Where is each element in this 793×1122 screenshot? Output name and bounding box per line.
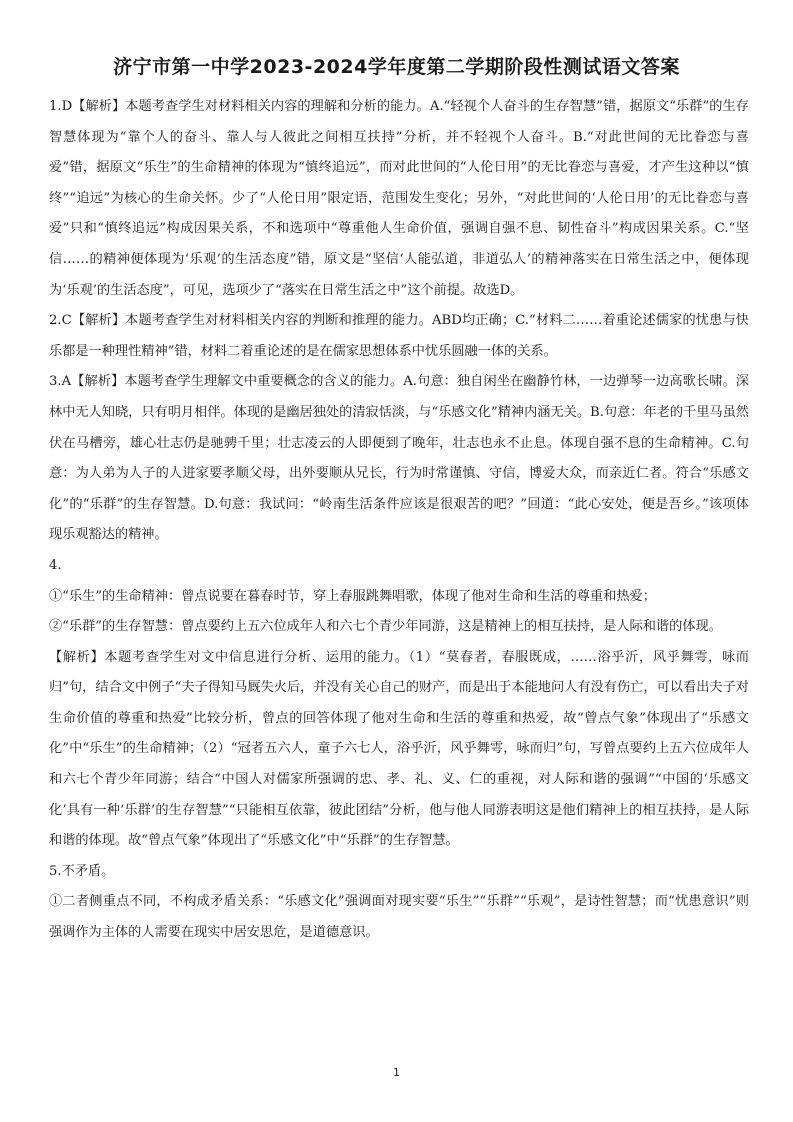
answer-2-paragraph: 2.C【解析】本题考查学生对材料相关内容的判断和推理的能力。ABD均正确；C.“材料二……着重论述儒家的忧患与快乐都是一种理性精神”错，材料二着重论述的是在儒家思想体系中忧乐圆融一体的关系。 — [49, 313, 749, 359]
answer-1-paragraph: 1.D【解析】本题考查学生对材料相关内容的理解和分析的能力。A.“轻视个人奋斗的生存智慧”错，据原文“乐群”的生存智慧体现为“靠个人的奋斗、靠人与人彼此之间相互扶持”分析，并不轻视个人奋斗。B.“对此世间的无比眷恋与喜爱”错，据原文“乐生”的生命精神的体现为“慎终追远”，而对此世间的“人伦日用”的无比眷恋与喜爱，才产生这种以“慎终”“追远”为核心的生命关怀。少了“人伦日用”限定语，范围发生变化；另外，“对此世间的‘人伦日用’的无比眷恋与喜爱”只和“慎终追远”构成因果关系，不和选项中“尊重他人生命价值，强调自强不息、韧性奋斗”构成因果关系。C.“坚信……的精神便体现为‘乐观’的生活态度”错，原文是“坚信‘人能弘道，非道弘人’的精神落实在日常生活之中，便体现为‘乐观’的生活态度”，可见，选项少了“落实在日常生活之中”这个前提。故选D。 — [49, 99, 749, 298]
answer-4-number: 4. — [49, 557, 62, 573]
answer-3-paragraph: 3.A【解析】本题考查学生理解文中重要概念的含义的能力。A.句意：独自闲坐在幽静竹林，一边弹琴一边高歌长啸。深林中无人知晓，只有明月相伴。体现的是幽居独处的清寂恬淡，与“乐感文化”精神内涵无关。B.句意：年老的千里马虽然伏在马槽旁，雄心壮志仍是驰骋千里；壮志凌云的人即便到了晚年，壮志也永不止息。体现自强不息的生命精神。C.句意：为人弟为人子的人进家要孝顺父母，出外要顺从兄长，行为时常谨慎、守信，博爱大众，而亲近仁者。符合“乐感文化”的“乐群”的生存智慧。D.句意：我试问：“岭南生活条件应该是很艰苦的吧？”回道：“此心安处，便是吾乡。”该项体现乐观豁达的精神。 — [49, 374, 749, 543]
answer-4-analysis: 【解析】本题考查学生对文中信息进行分析、运用的能力。（1）“莫春者，春服既成，……浴乎沂，风乎舞雩，咏而归”句，结合文中例子“夫子得知马厩失火后，并没有关心自己的财产，而是出于本能地问人有没有伤亡，可以看出夫子对生命价值的尊重和热爱”比较分析，曾点的回答体现了他对生命和生活的尊重和热爱，故“曾点气象”体现出了“乐感文化”中“乐生”的生命精神；（2）“冠者五六人，童子六七人，浴乎沂，风乎舞雩，咏而归”句，写曾点要约上五六位成年人和六七个青少年同游；结合“中国人对儒家所强调的忠、孝、礼、义、仁的重视，对人际和谐的强调”“中国的‘乐感文化’具有一种‘乐群’的生存智慧”“只能相互依靠，彼此团结”分析，他与他人同游表明这是他们精神上的相互扶持，是人际和谐的体现。故“曾点气象”体现出了“乐感文化”中“乐群”的生存智慧。 — [49, 649, 749, 849]
answer-5-point-1: ①二者侧重点不同，不构成矛盾关系：“乐感文化”强调面对现实要“乐生”“乐群”“乐观”，是诗性智慧；而“忧患意识”则强调作为主体的人需要在现实中居安思危，是道德意识。 — [49, 894, 749, 941]
answer-4-point-2: ②“乐群”的生存智慧：曾点要约上五六位成年人和六七个青少年同游，这是精神上的相互扶持，是人际和谐的体现。 — [49, 619, 722, 635]
answer-4-point-1: ①“乐生”的生命精神：曾点说要在暮春时节，穿上春服跳舞唱歌，体现了他对生命和生活的尊重和热爱； — [49, 588, 656, 604]
page-number: 1 — [393, 1066, 400, 1079]
answer-body — [49, 92, 749, 949]
page-title: 济宁市第一中学2023-2024学年度第二学期阶段性测试语文答案 — [113, 56, 680, 78]
answer-5-conclusion: 5.不矛盾。 — [49, 863, 115, 879]
